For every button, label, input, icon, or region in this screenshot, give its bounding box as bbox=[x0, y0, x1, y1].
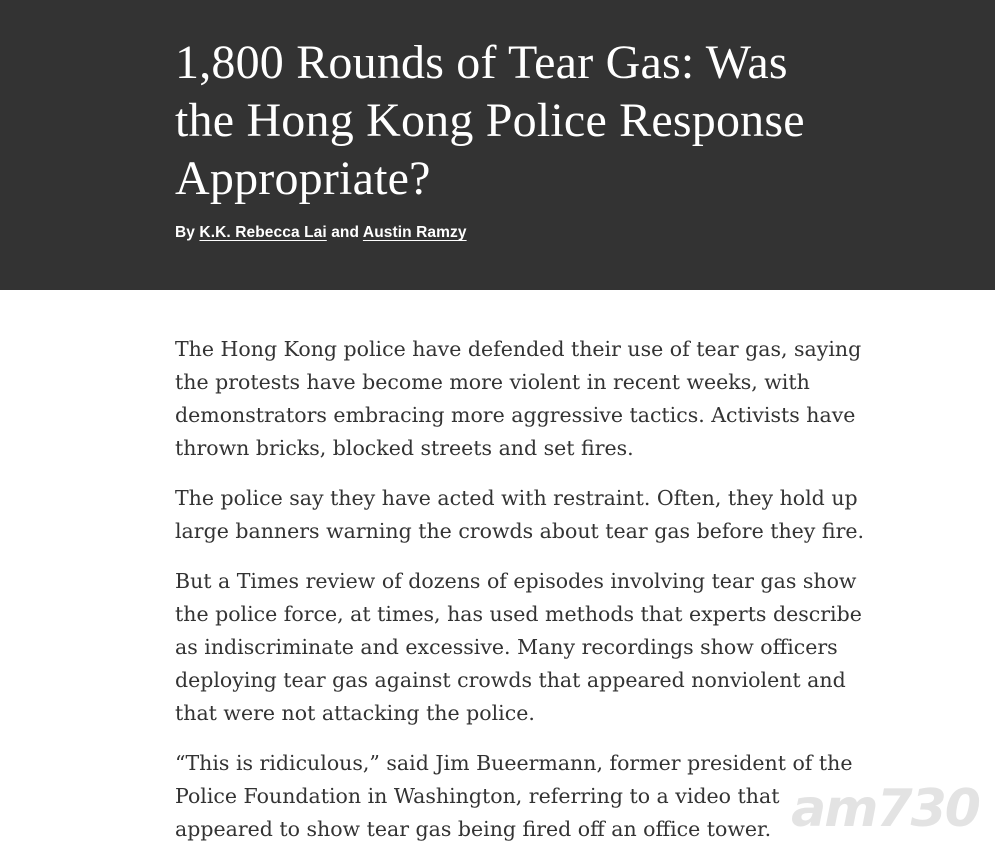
byline-prefix: By bbox=[175, 224, 200, 241]
article-body bbox=[0, 290, 995, 846]
title-line: 1,800 Rounds of Tear Gas: Was bbox=[175, 36, 788, 89]
paragraph-line: “This is ridiculous,” said Jim Bueermann, former president of the bbox=[175, 751, 853, 775]
paragraph-line: The Hong Kong police have defended their use of tear gas, saying bbox=[175, 337, 862, 361]
paragraph-line: demonstrators embracing more aggressive tactics. Activists have bbox=[175, 403, 856, 427]
paragraph-line: Police Foundation in Washington, referring to a video that bbox=[175, 784, 780, 808]
author-link-rebecca-lai[interactable]: K.K. Rebecca Lai bbox=[199, 224, 327, 241]
title-line: the Hong Kong Police Response bbox=[175, 94, 805, 147]
paragraph-line: as indiscriminate and excessive. Many recordings show officers bbox=[175, 635, 838, 659]
article-header bbox=[0, 0, 995, 290]
paragraph bbox=[175, 565, 862, 730]
paragraph-line: appeared to show tear gas being fired off an office tower. bbox=[175, 817, 772, 841]
article-title bbox=[175, 34, 855, 208]
author-link-austin-ramzy[interactable]: Austin Ramzy bbox=[362, 224, 467, 241]
byline-connector: and bbox=[326, 224, 363, 241]
paragraph bbox=[175, 482, 865, 548]
am730-watermark-logo: am730 bbox=[791, 779, 979, 839]
paragraph-line: large banners warning the crowds about tear gas before they fire. bbox=[175, 519, 865, 543]
byline bbox=[175, 224, 995, 242]
paragraph-line: The police say they have acted with restraint. Often, they hold up bbox=[175, 486, 858, 510]
paragraph-line: thrown bricks, blocked streets and set fires. bbox=[175, 436, 634, 460]
paragraph bbox=[175, 747, 853, 846]
paragraph-line: the protests have become more violent in recent weeks, with bbox=[175, 370, 810, 394]
paragraph bbox=[175, 333, 862, 465]
paragraph-line: deploying tear gas against crowds that appeared nonviolent and bbox=[175, 668, 846, 692]
title-line: Appropriate? bbox=[175, 152, 431, 205]
paragraph-line: But a Times review of dozens of episodes involving tear gas show bbox=[175, 569, 857, 593]
paragraph-line: the police force, at times, has used methods that experts describe bbox=[175, 602, 862, 626]
paragraph-line: that were not attacking the police. bbox=[175, 701, 535, 725]
